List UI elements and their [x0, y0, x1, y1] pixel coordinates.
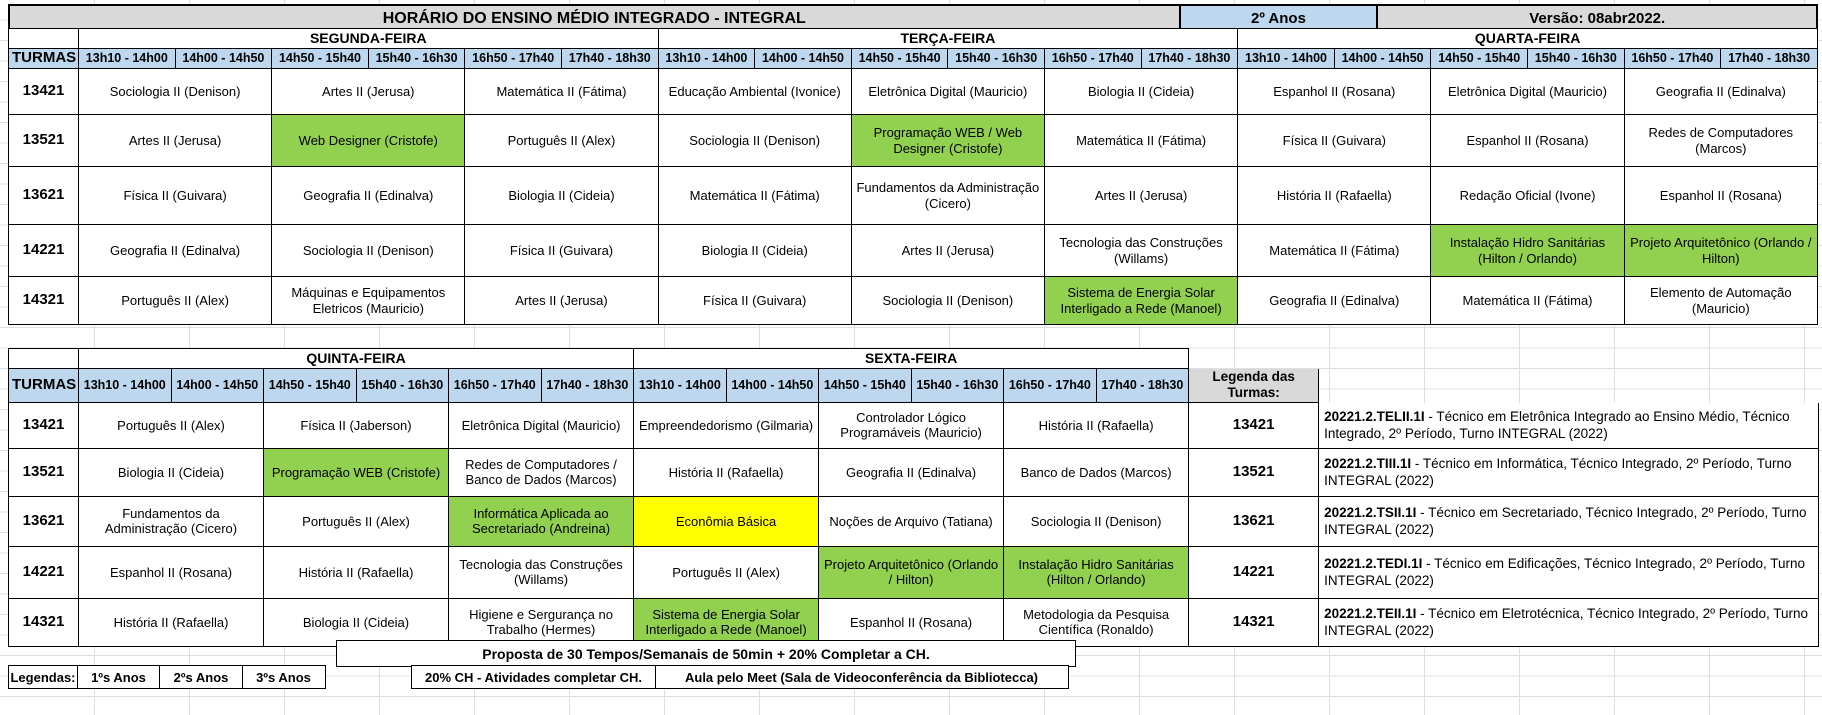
schedule-cell[interactable]: Controlador Lógico Programáveis (Mauricio) — [819, 402, 1004, 448]
time-header-row — [9, 49, 1818, 69]
schedule-cell[interactable]: Sociologia II (Denison) — [851, 277, 1044, 325]
schedule-cell[interactable]: Econômia Básica — [634, 496, 819, 546]
time-slot-header[interactable]: 17h40 - 18h30 — [541, 369, 634, 403]
table-row — [9, 448, 1819, 496]
time-slot-header[interactable]: 15h40 - 16h30 — [368, 49, 465, 69]
schedule-cell[interactable]: Geografia II (Edinalva) — [1624, 69, 1817, 115]
schedule-cell[interactable]: Projeto Arquitetônico (Orlando / Hilton) — [1624, 225, 1817, 277]
schedule-cell[interactable]: História II (Rafaella) — [1004, 402, 1189, 448]
legend-turma-cell[interactable]: 14321 — [1189, 598, 1319, 646]
legend-desc: - Técnico em Eletrotécnica, Técnico Integrado, 2º Período, Turno INTEGRAL (2022) — [1324, 605, 1809, 639]
schedule-cell[interactable]: História II (Rafaella) — [1238, 167, 1431, 225]
legend-code: 20221.2.TEDI.1I — [1324, 555, 1423, 571]
time-slot-header[interactable]: 14h00 - 14h50 — [171, 369, 264, 403]
turma-cell[interactable]: 14321 — [9, 598, 79, 646]
turma-cell[interactable]: 14221 — [9, 546, 79, 598]
time-slot-header[interactable]: 14h50 - 15h40 — [851, 49, 948, 69]
year2-legend[interactable]: 2ºs Anos — [159, 665, 243, 689]
schedule-cell[interactable]: Matemática II (Fátima) — [658, 167, 851, 225]
schedule-cell[interactable]: Instalação Hidro Sanitárias (Hilton / Orlando) — [1004, 546, 1189, 598]
table-row — [9, 115, 1818, 167]
time-slot-header[interactable]: 14h50 - 15h40 — [264, 369, 357, 403]
time-header-row — [9, 369, 1819, 403]
legend-desc-cell[interactable] — [1319, 546, 1819, 598]
table-row — [9, 402, 1819, 448]
time-slot-header[interactable]: 14h50 - 15h40 — [819, 369, 912, 403]
schedule-cell[interactable]: Eletrônica Digital (Mauricio) — [1431, 69, 1624, 115]
table-row — [9, 546, 1819, 598]
schedule-cell[interactable]: Física II (Guivara) — [465, 225, 658, 277]
schedule-cell[interactable]: Biologia II (Cideia) — [79, 448, 264, 496]
time-slot-header[interactable]: 15h40 - 16h30 — [1528, 49, 1625, 69]
page-title[interactable]: HORÁRIO DO ENSINO MÉDIO INTEGRADO - INTEGRAL — [8, 4, 1181, 33]
legend-desc-cell[interactable] — [1319, 448, 1819, 496]
schedule-cell[interactable]: História II (Rafaella) — [79, 598, 264, 646]
schedule-cell[interactable]: Sociologia II (Denison) — [79, 69, 272, 115]
schedule-cell[interactable]: Espanhol II (Rosana) — [1624, 167, 1817, 225]
time-slot-header[interactable]: 16h50 - 17h40 — [449, 369, 542, 403]
year3-legend[interactable]: 3ºs Anos — [242, 665, 326, 689]
schedule-cell[interactable]: Programação WEB (Cristofe) — [264, 448, 449, 496]
schedule-cell[interactable]: Higiene e Sergurança no Trabalho (Hermes) — [449, 598, 634, 646]
schedule-cell[interactable]: Sociologia II (Denison) — [1004, 496, 1189, 546]
schedule-cell[interactable]: Português II (Alex) — [264, 496, 449, 546]
schedule-cell[interactable]: Geografia II (Edinalva) — [819, 448, 1004, 496]
schedule-cell[interactable]: Matemática II (Fátima) — [1238, 225, 1431, 277]
schedule-cell[interactable]: Tecnologia das Construções (Willams) — [449, 546, 634, 598]
time-slot-header[interactable]: 14h50 - 15h40 — [272, 49, 369, 69]
schedule-cell[interactable]: Física II (Guivara) — [1238, 115, 1431, 167]
legend-turma-cell[interactable]: 13421 — [1189, 402, 1319, 448]
schedule-cell[interactable]: Português II (Alex) — [79, 402, 264, 448]
table-row — [9, 69, 1818, 115]
schedule-cell[interactable]: Português II (Alex) — [465, 115, 658, 167]
time-slot-header[interactable]: 17h40 - 18h30 — [1721, 49, 1818, 69]
schedule-cell[interactable]: Geografia II (Edinalva) — [272, 167, 465, 225]
day-header-segunda[interactable]: SEGUNDA-FEIRA — [79, 29, 659, 49]
schedule-cell[interactable]: Banco de Dados (Marcos) — [1004, 448, 1189, 496]
schedule-cell[interactable]: Biologia II (Cideia) — [264, 598, 449, 646]
schedule-cell[interactable]: Física II (Jaberson) — [264, 402, 449, 448]
time-slot-header[interactable]: 16h50 - 17h40 — [465, 49, 562, 69]
schedule-cell[interactable]: Tecnologia das Construções (Willams) — [1044, 225, 1237, 277]
legend-code: 20221.2.TEII.1I — [1324, 605, 1417, 621]
turma-cell[interactable]: 13521 — [9, 115, 79, 167]
schedule-cell[interactable]: História II (Rafaella) — [264, 546, 449, 598]
time-slot-header[interactable]: 13h10 - 14h00 — [79, 369, 172, 403]
turma-cell[interactable]: 13621 — [9, 496, 79, 546]
legend-desc-cell[interactable] — [1319, 496, 1819, 546]
schedule-cell[interactable]: Elemento de Automação (Mauricio) — [1624, 277, 1817, 325]
schedule-cell[interactable]: Espanhol II (Rosana) — [1431, 115, 1624, 167]
turmas-header[interactable]: TURMAS — [9, 49, 79, 69]
legend-desc: - Técnico em Edificações, Técnico Integrado, 2º Período, Turno INTEGRAL (2022) — [1324, 555, 1806, 589]
schedule-cell[interactable]: Português II (Alex) — [79, 277, 272, 325]
schedule-cell[interactable]: Física II (Guivara) — [79, 167, 272, 225]
schedule-cell[interactable]: Informática Aplicada ao Secretariado (Andreina) — [449, 496, 634, 546]
time-slot-header[interactable]: 17h40 - 18h30 — [1096, 369, 1189, 403]
table-row — [9, 167, 1818, 225]
schedule-cell[interactable]: Metodologia da Pesquisa Científica (Ronaldo) — [1004, 598, 1189, 646]
bottom-schedule-table — [8, 348, 1819, 647]
time-slot-header[interactable]: 14h00 - 14h50 — [1334, 49, 1431, 69]
legend-turma-cell[interactable]: 13521 — [1189, 448, 1319, 496]
schedule-cell[interactable]: Biologia II (Cideia) — [1044, 69, 1237, 115]
legend-turma-cell[interactable]: 13621 — [1189, 496, 1319, 546]
day-header-sexta[interactable]: SEXTA-FEIRA — [634, 349, 1189, 369]
legend-title[interactable]: Legenda das Turmas: — [1189, 369, 1319, 403]
legend-desc: - Técnico em Secretariado, Técnico Integrado, 2º Período, Turno INTEGRAL (2022) — [1324, 504, 1807, 538]
day-header-row — [9, 349, 1819, 369]
table-row — [9, 277, 1818, 325]
schedule-cell[interactable]: Sistema de Energia Solar Interligado a Rede (Manoel) — [1044, 277, 1237, 325]
year-badge[interactable]: 2º Anos — [1179, 4, 1379, 33]
title-strip — [8, 4, 1818, 29]
schedule-cell[interactable]: Matemática II (Fátima) — [1431, 277, 1624, 325]
day-header-quarta[interactable]: QUARTA-FEIRA — [1238, 29, 1818, 49]
day-header-quinta[interactable]: QUINTA-FEIRA — [79, 349, 634, 369]
schedule-cell[interactable]: Geografia II (Edinalva) — [79, 225, 272, 277]
schedule-cell[interactable]: Sistema de Energia Solar Interligado a Rede (Manoel) — [634, 598, 819, 646]
time-slot-header[interactable]: 15h40 - 16h30 — [356, 369, 449, 403]
schedule-cell[interactable]: Redação Oficial (Ivone) — [1431, 167, 1624, 225]
time-slot-header[interactable]: 13h10 - 14h00 — [1238, 49, 1335, 69]
legendas-label[interactable]: Legendas: — [8, 665, 78, 689]
schedule-cell[interactable]: Artes II (Jerusa) — [79, 115, 272, 167]
time-slot-header[interactable]: 17h40 - 18h30 — [561, 49, 658, 69]
schedule-cell[interactable]: Programação WEB / Web Designer (Cristofe) — [851, 115, 1044, 167]
legend-desc-cell[interactable] — [1319, 598, 1819, 646]
schedule-cell[interactable]: Matemática II (Fátima) — [1044, 115, 1237, 167]
schedule-cell[interactable]: Redes de Computadores / Banco de Dados (Marcos) — [449, 448, 634, 496]
proposta-note[interactable]: Proposta de 30 Tempos/Semanais de 50min + 20% Completar a CH. — [336, 640, 1076, 667]
time-slot-header[interactable]: 16h50 - 17h40 — [1044, 49, 1141, 69]
legend-desc: - Técnico em Eletrônica Integrado ao Ensino Médio, Técnico Integrado, 2º Período, Turno INTEGRAL (2022) — [1324, 408, 1790, 442]
schedule-cell[interactable]: Espanhol II (Rosana) — [1238, 69, 1431, 115]
turma-cell[interactable]: 13421 — [9, 402, 79, 448]
time-slot-header[interactable]: 13h10 - 14h00 — [634, 369, 727, 403]
turma-cell[interactable]: 13521 — [9, 448, 79, 496]
time-slot-header[interactable]: 13h10 - 14h00 — [79, 49, 176, 69]
schedule-cell[interactable]: Fundamentos da Administração (Cicero) — [851, 167, 1044, 225]
schedule-cell[interactable]: Artes II (Jerusa) — [465, 277, 658, 325]
schedule-cell[interactable]: Eletrônica Digital (Mauricio) — [851, 69, 1044, 115]
schedule-cell[interactable]: Empreendedorismo (Gilmaria) — [634, 402, 819, 448]
table-row — [9, 496, 1819, 546]
empty-area — [1189, 349, 1819, 369]
legend-turma-cell[interactable]: 14221 — [1189, 546, 1319, 598]
schedule-cell[interactable]: Redes de Computadores (Marcos) — [1624, 115, 1817, 167]
meet-note[interactable]: Aula pelo Meet (Sala de Videoconferência da Bibliotecca) — [655, 665, 1069, 689]
time-slot-header[interactable]: 16h50 - 17h40 — [1624, 49, 1721, 69]
time-slot-header[interactable]: 14h50 - 15h40 — [1431, 49, 1528, 69]
schedule-cell[interactable]: Biologia II (Cideia) — [465, 167, 658, 225]
time-slot-header[interactable]: 13h10 - 14h00 — [658, 49, 755, 69]
day-header-row — [9, 29, 1818, 49]
time-slot-header[interactable]: 14h00 - 14h50 — [175, 49, 272, 69]
legend-desc: - Técnico em Informática, Técnico Integrado, 2º Período, Turno INTEGRAL (2022) — [1324, 455, 1792, 489]
top-schedule-table — [8, 28, 1818, 325]
schedule-cell[interactable]: Máquinas e Equipamentos Eletricos (Mauricio) — [272, 277, 465, 325]
schedule-cell[interactable]: Educação Ambiental (Ivonice) — [658, 69, 851, 115]
schedule-cell[interactable]: Noções de Arquivo (Tatiana) — [819, 496, 1004, 546]
schedule-cell[interactable]: Geografia II (Edinalva) — [1238, 277, 1431, 325]
schedule-cell[interactable]: Instalação Hidro Sanitárias (Hilton / Orlando) — [1431, 225, 1624, 277]
corner-cell — [9, 29, 79, 49]
schedule-cell[interactable]: Web Designer (Cristofe) — [272, 115, 465, 167]
legend-code: 20221.2.TELII.1I — [1324, 408, 1425, 424]
turma-cell[interactable]: 13621 — [9, 167, 79, 225]
schedule-cell[interactable]: História II (Rafaella) — [634, 448, 819, 496]
legend-code: 20221.2.TIII.1I — [1324, 455, 1412, 471]
time-slot-header[interactable]: 15h40 - 16h30 — [948, 49, 1045, 69]
schedule-cell[interactable]: Sociologia II (Denison) — [272, 225, 465, 277]
schedule-cell[interactable]: Fundamentos da Administração (Cicero) — [79, 496, 264, 546]
legend-code: 20221.2.TSII.1I — [1324, 504, 1417, 520]
empty-area — [1319, 369, 1819, 403]
schedule-cell[interactable]: Artes II (Jerusa) — [1044, 167, 1237, 225]
year1-legend[interactable]: 1ºs Anos — [77, 665, 161, 689]
ch-note[interactable]: 20% CH - Atividades completar CH. — [411, 665, 656, 689]
turma-cell[interactable]: 13421 — [9, 69, 79, 115]
schedule-cell[interactable]: Português II (Alex) — [634, 546, 819, 598]
schedule-cell[interactable]: Eletrônica Digital (Mauricio) — [449, 402, 634, 448]
version-label[interactable]: Versão: 08abr2022. — [1376, 4, 1818, 33]
time-slot-header[interactable]: 16h50 - 17h40 — [1004, 369, 1097, 403]
time-slot-header[interactable]: 14h00 - 14h50 — [755, 49, 852, 69]
turma-cell[interactable]: 14221 — [9, 225, 79, 277]
time-slot-header[interactable]: 14h00 - 14h50 — [726, 369, 819, 403]
turma-cell[interactable]: 14321 — [9, 277, 79, 325]
schedule-cell[interactable]: Artes II (Jerusa) — [851, 225, 1044, 277]
schedule-cell[interactable]: Espanhol II (Rosana) — [819, 598, 1004, 646]
corner-cell — [9, 349, 79, 369]
time-slot-header[interactable]: 17h40 - 18h30 — [1141, 49, 1238, 69]
time-slot-header[interactable]: 15h40 - 16h30 — [911, 369, 1004, 403]
schedule-cell[interactable]: Sociologia II (Denison) — [658, 115, 851, 167]
schedule-cell[interactable]: Espanhol II (Rosana) — [79, 546, 264, 598]
schedule-cell[interactable]: Matemática II (Fátima) — [465, 69, 658, 115]
table-row — [9, 225, 1818, 277]
schedule-cell[interactable]: Projeto Arquitetônico (Orlando / Hilton) — [819, 546, 1004, 598]
legend-desc-cell[interactable] — [1319, 402, 1819, 448]
schedule-cell[interactable]: Biologia II (Cideia) — [658, 225, 851, 277]
day-header-terca[interactable]: TERÇA-FEIRA — [658, 29, 1238, 49]
turmas-header[interactable]: TURMAS — [9, 369, 79, 403]
schedule-cell[interactable]: Física II (Guivara) — [658, 277, 851, 325]
schedule-cell[interactable]: Artes II (Jerusa) — [272, 69, 465, 115]
